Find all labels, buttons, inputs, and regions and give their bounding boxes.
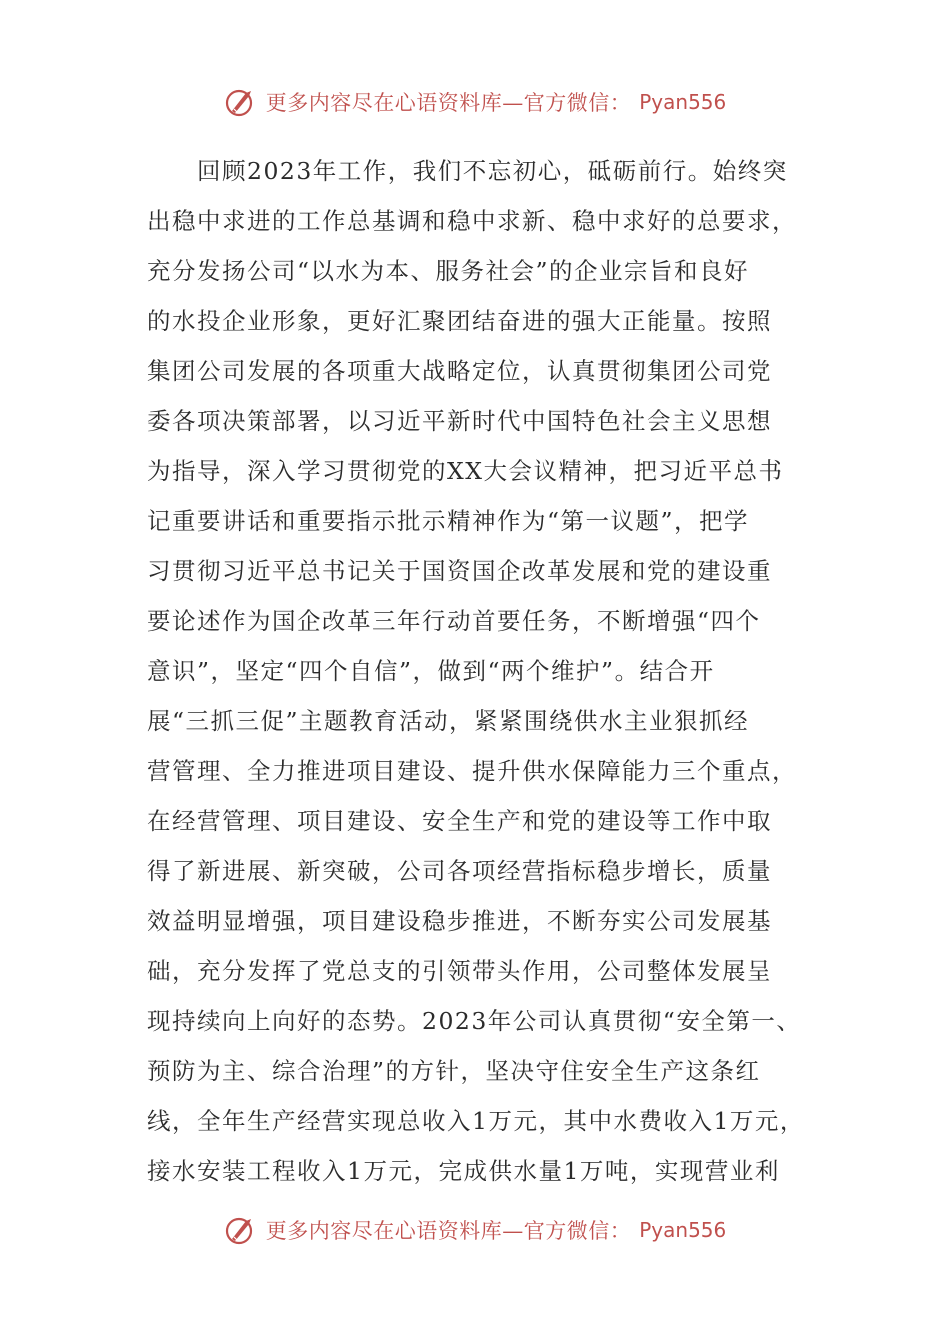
pen-nib-circle-icon [224,1213,258,1247]
header-banner [0,82,950,122]
text-line: 在经营管理、项目建设、安全生产和党的建设等工作中取 [147,807,772,835]
text-line: 为指导，深入学习贯彻党的XX大会议精神，把习近平总书 [147,457,784,485]
text-line: 效益明显增强，项目建设稳步推进，不断夯实公司发展基 [147,907,772,935]
text-line: 集团公司发展的各项重大战略定位，认真贯彻集团公司党 [147,357,772,385]
text-line: 意识”，坚定“四个自信”，做到“两个维护”。结合开 [147,657,715,685]
wechat-id: Pyan556 [639,90,727,114]
text-line: 接水安装工程收入1万元，完成供水量1万吨，实现营业利 [147,1157,780,1185]
text-line: 预防为主、综合治理”的方针，坚决守住安全生产这条红 [147,1057,761,1085]
text-line: 的水投企业形象，更好汇聚团结奋进的强大正能量。按照 [147,307,772,335]
text-line: 营管理、全力推进项目建设、提升供水保障能力三个重点， [147,757,797,785]
document-body [147,146,807,1196]
text-line: 现持续向上向好的态势。2023年公司认真贯彻“安全第一、 [147,1007,802,1035]
text-line: 充分发扬公司“以水为本、服务社会”的企业宗旨和良好 [147,257,750,285]
text-line: 记重要讲话和重要指示批示精神作为“第一议题”，把学 [147,507,750,535]
text-line: 出稳中求进的工作总基调和稳中求新、稳中求好的总要求， [147,207,797,235]
footer-banner [0,1210,950,1250]
text-line: 委各项决策部署，以习近平新时代中国特色社会主义思想 [147,407,772,435]
text-line: 展“三抓三促”主题教育活动，紧紧围绕供水主业狠抓经 [147,707,750,735]
text-line: 要论述作为国企改革三年行动首要任务，不断增强“四个 [147,607,761,635]
wechat-id: Pyan556 [639,1218,727,1242]
pen-nib-circle-icon [224,85,258,119]
text-line: 回顾2023年工作，我们不忘初心，砥砺前行。始终突 [147,157,788,185]
banner-text: 更多内容尽在心语资料库—官方微信： [265,1219,632,1243]
banner-text: 更多内容尽在心语资料库—官方微信： [265,91,632,115]
text-line: 础，充分发挥了党总支的引领带头作用，公司整体发展呈 [147,957,772,985]
text-line: 习贯彻习近平总书记关于国资国企改革发展和党的建设重 [147,557,772,585]
text-line: 线，全年生产经营实现总收入1万元，其中水费收入1万元， [147,1107,805,1135]
text-line: 得了新进展、新突破，公司各项经营指标稳步增长，质量 [147,857,772,885]
